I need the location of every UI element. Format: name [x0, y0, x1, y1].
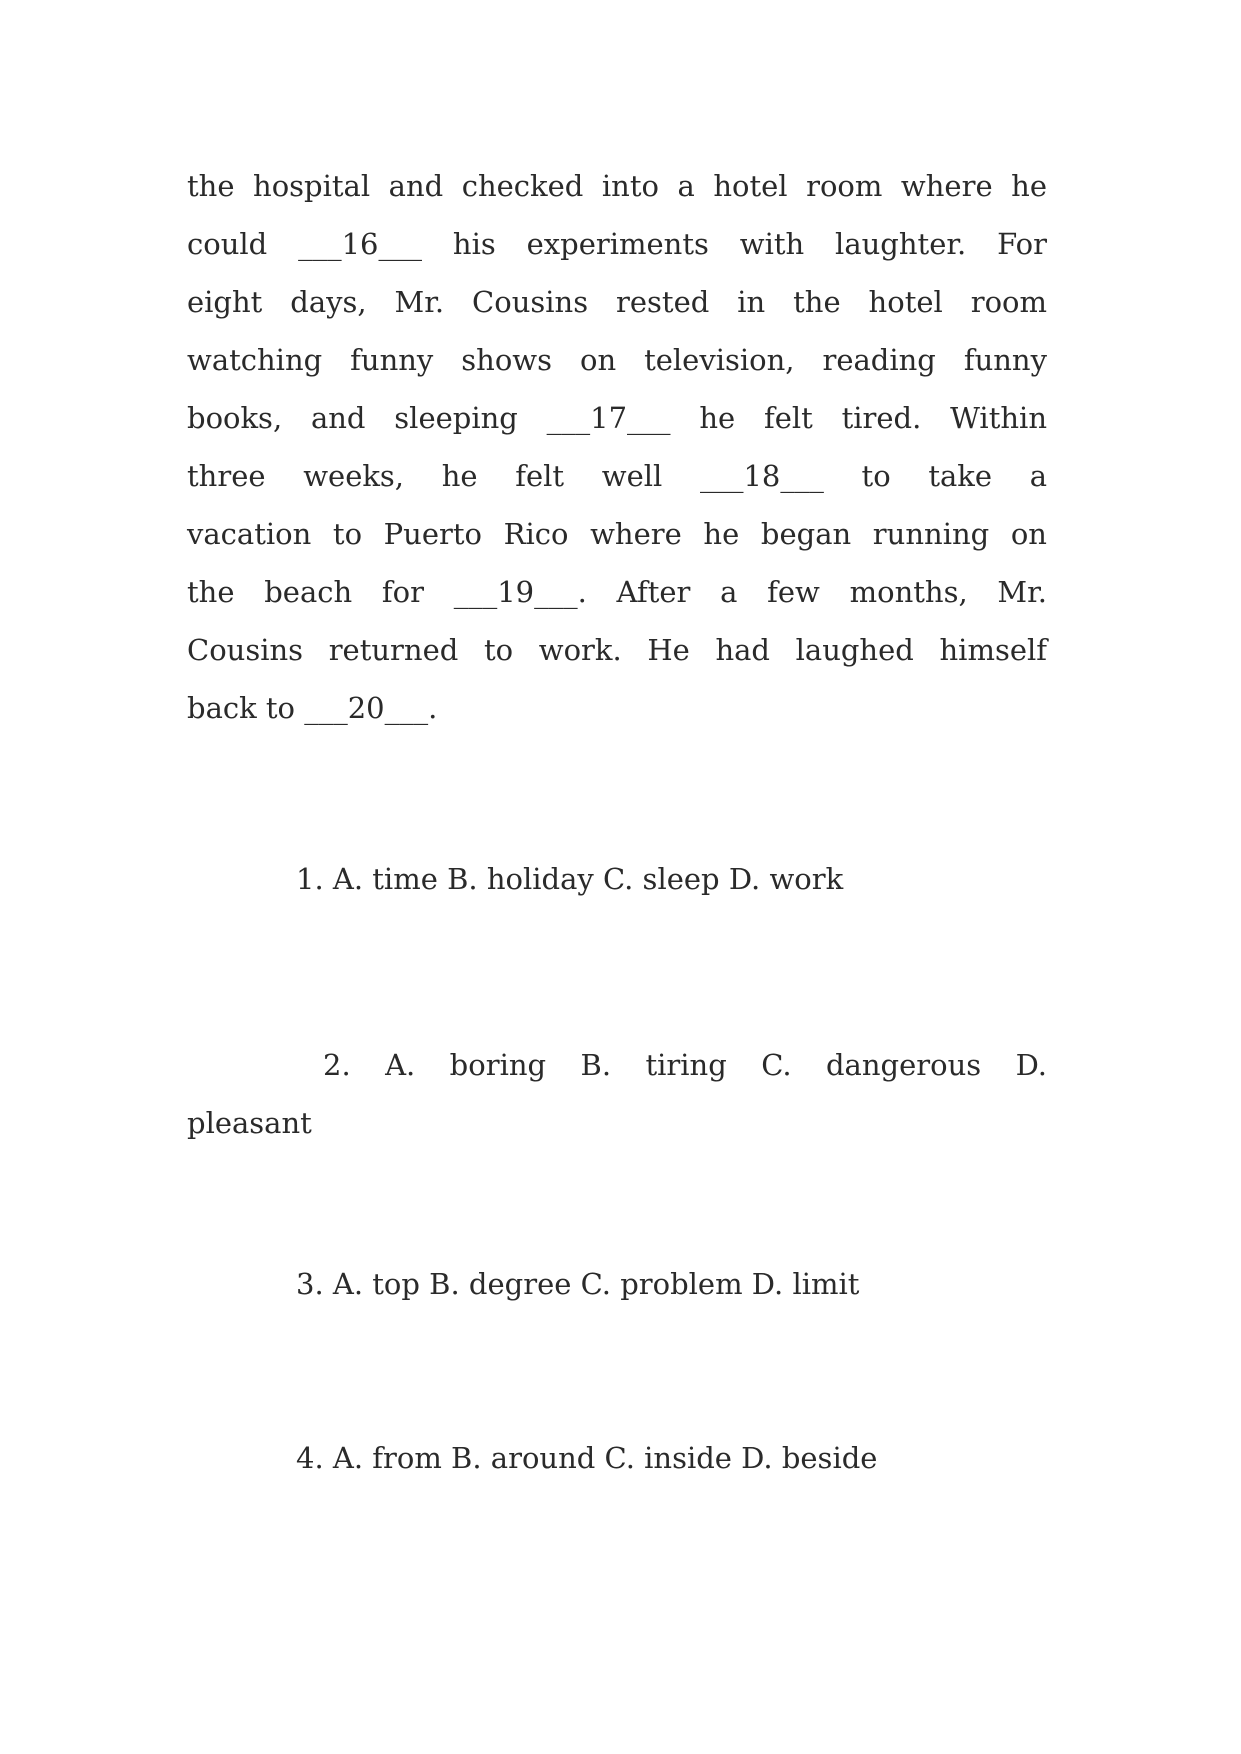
question-1: 1. A. time B. holiday C. sleep D. work: [296, 862, 844, 896]
passage-line: Cousins returned to work. He had laughed himself: [187, 633, 1047, 667]
passage-line: three weeks, he felt well ___18___ to take a: [187, 459, 1047, 493]
passage-line: could ___16___ his experiments with laughter. For: [187, 227, 1047, 261]
passage-line: the hospital and checked into a hotel room where he: [187, 169, 1047, 203]
passage: [187, 157, 1047, 737]
question-2-line-2: pleasant: [187, 1106, 312, 1140]
passage-line: vacation to Puerto Rico where he began running on: [187, 517, 1047, 551]
question-3: 3. A. top B. degree C. problem D. limit: [296, 1267, 860, 1301]
passage-line: the beach for ___19___. After a few months, Mr.: [187, 575, 1047, 609]
passage-line: books, and sleeping ___17___ he felt tired. Within: [187, 401, 1047, 435]
question-2: [187, 1036, 1047, 1152]
passage-line: eight days, Mr. Cousins rested in the hotel room: [187, 285, 1047, 319]
passage-line: watching funny shows on television, reading funny: [187, 343, 1047, 377]
question-2-line-1: 2. A. boring B. tiring C. dangerous D.: [323, 1048, 1047, 1082]
question-4: 4. A. from B. around C. inside D. beside: [296, 1441, 878, 1475]
passage-line: back to ___20___.: [187, 691, 438, 725]
